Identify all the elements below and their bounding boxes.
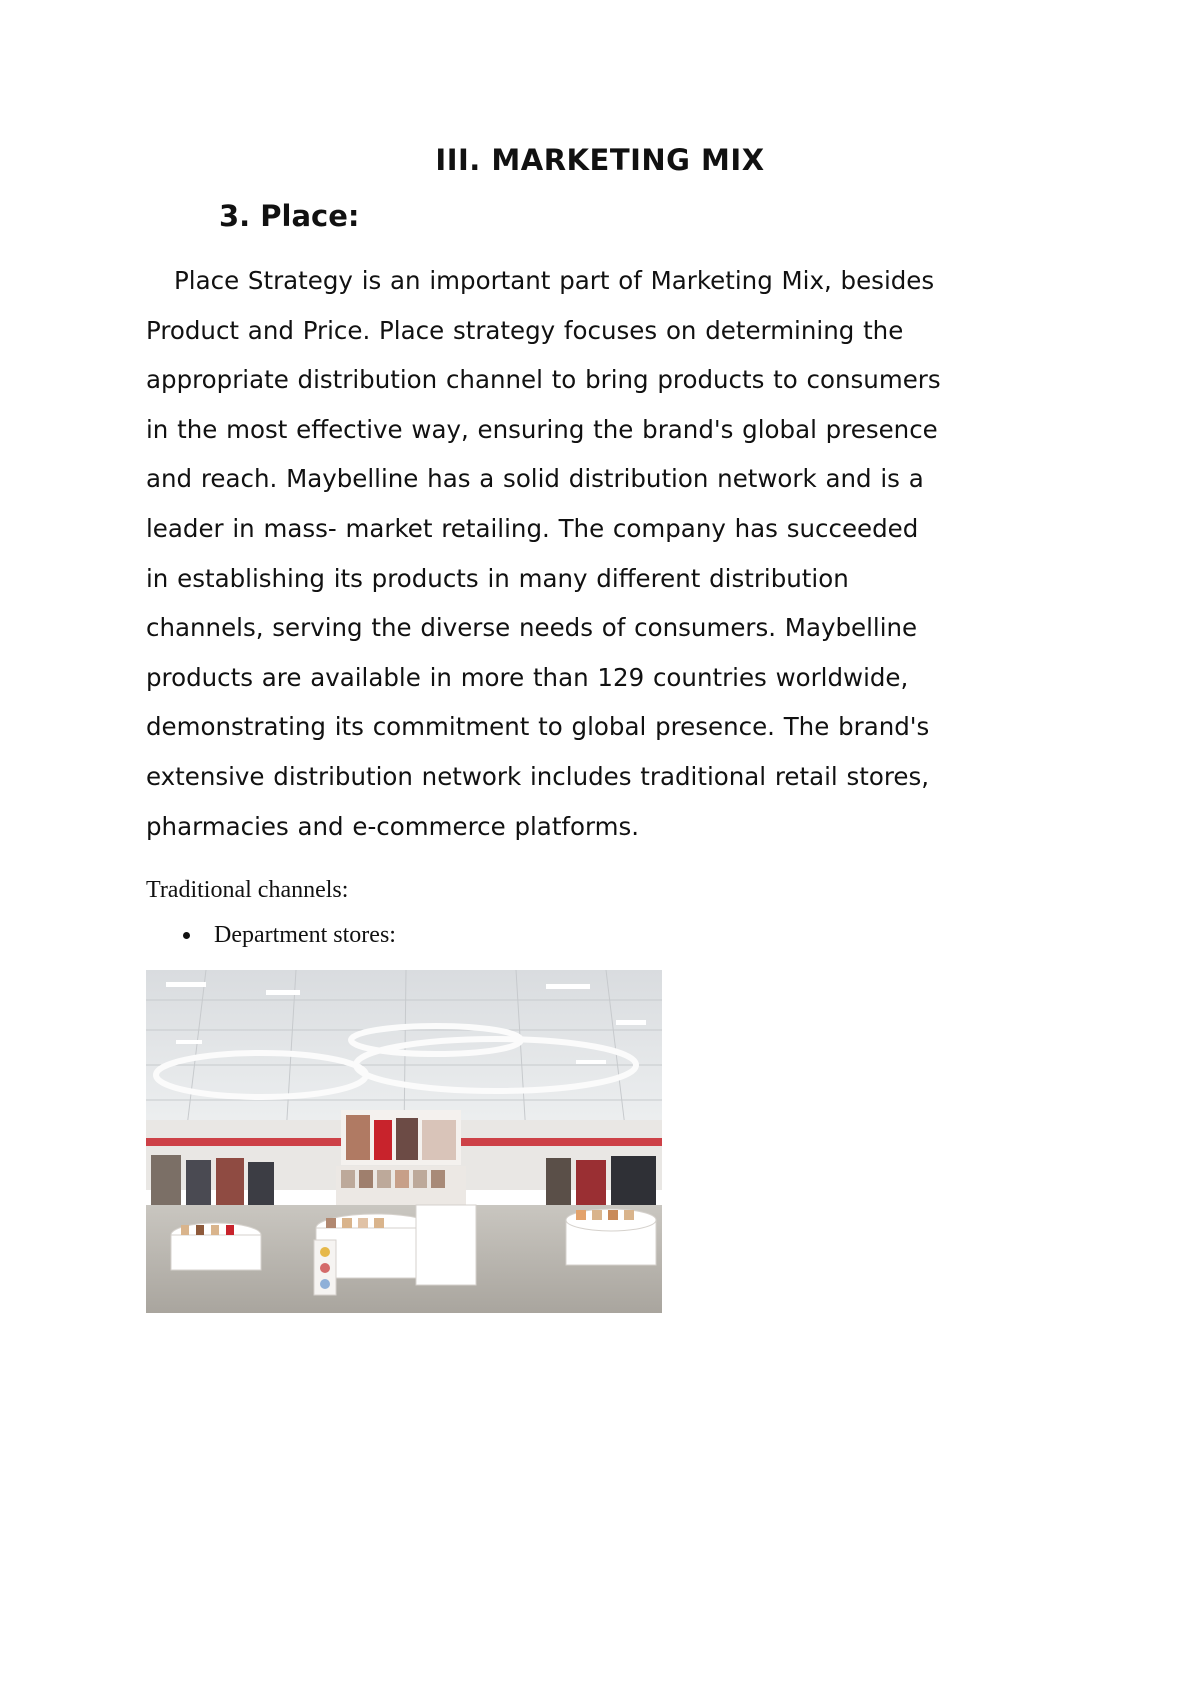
traditional-channels-label: Traditional channels: [146, 877, 349, 903]
paragraph-line: channels, serving the diverse needs of consumers. Maybelline [146, 613, 918, 643]
paragraph-line: products are available in more than 129 countries worldwide, [146, 662, 909, 692]
department-store-photo [146, 970, 662, 1313]
paragraph-line: and reach. Maybelline has a solid distribution network and is a [146, 464, 924, 494]
paragraph-line: Place Strategy is an important part of Marketing Mix, besides [174, 266, 935, 295]
bullet-dot-icon [183, 932, 190, 939]
bullet-text: Department stores: [214, 922, 396, 948]
paragraph-line: demonstrating its commitment to global presence. The brand's [146, 712, 930, 742]
paragraph-line: appropriate distribution channel to bring products to consumers [146, 365, 941, 395]
paragraph-line: pharmacies and e-commerce platforms. [146, 811, 640, 841]
paragraph-line: extensive distribution network includes traditional retail stores, [146, 761, 930, 791]
paragraph-line: leader in mass- market retailing. The company has succeeded [146, 513, 919, 543]
paragraph-line: in the most effective way, ensuring the brand's global presence [146, 414, 938, 444]
subsection-heading: 3. Place: [219, 199, 360, 233]
paragraph-line: Product and Price. Place strategy focuses on determining the [146, 315, 904, 345]
paragraph-line: in establishing its products in many different distribution [146, 563, 849, 593]
bullet-item [183, 922, 396, 949]
section-heading: III. MARKETING MIX [435, 143, 765, 177]
body-paragraph [146, 256, 1062, 851]
